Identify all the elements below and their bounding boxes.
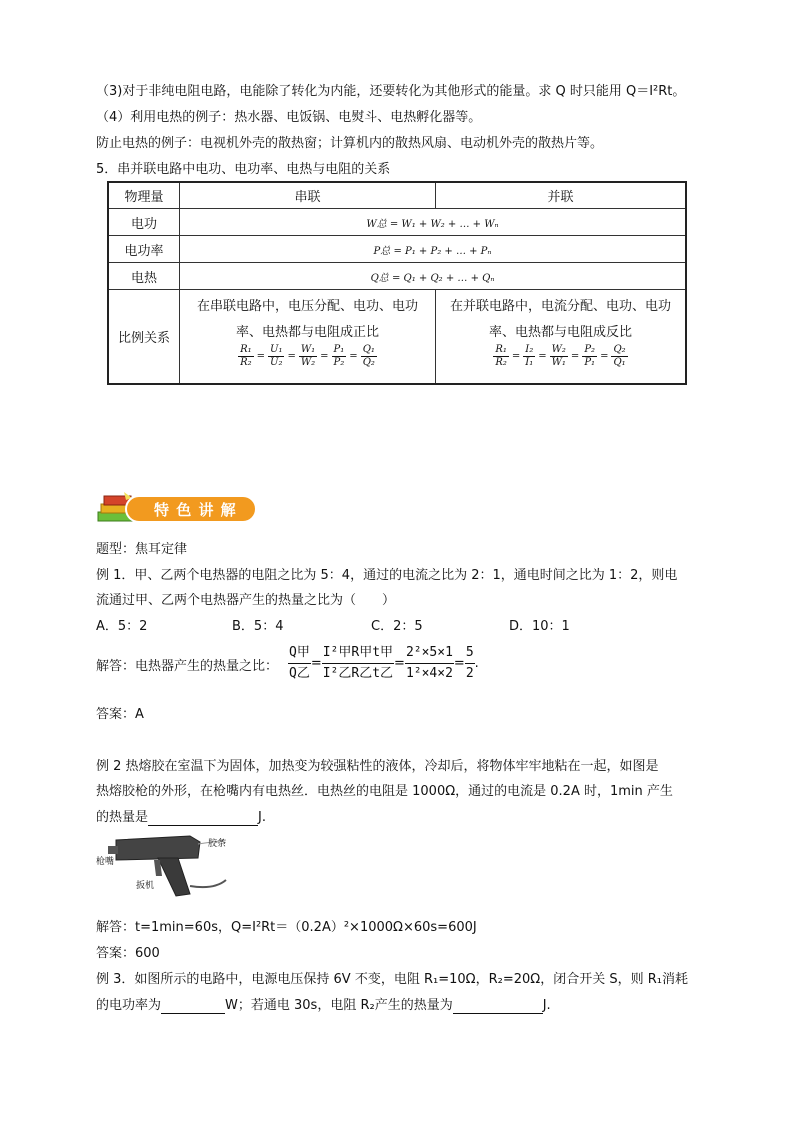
- fraction-result: [465, 643, 475, 684]
- formula-work: W总 = W₁ + W₂ + … + Wₙ: [180, 209, 687, 236]
- parallel-ratio-text: 在并联电路中，电流分配、电功、电功率、电热都与电阻成反比: [449, 299, 671, 340]
- ratio-fraction: [582, 344, 597, 369]
- fraction-numerator: I₂: [525, 344, 534, 355]
- fraction-numerator: Q₂: [613, 344, 626, 355]
- example-1-solution-formula: $\frac{\text{Q甲}}{\text{Q乙}}$ = $\frac{\text{I²甲R甲t甲}}{\text{I²乙R乙t乙}}$ = $\frac{\text{2²×5×1}}{\text{1²×4×2}}$ = $\frac{5}{2}$ .: [288, 643, 479, 684]
- unit-label: J.: [542, 998, 551, 1013]
- note-5: 防止电热的例子：电视机外壳的散热窗；计算机内的散热风扇、电动机外壳的散热片等。: [96, 136, 604, 151]
- equals-sign: =: [511, 351, 521, 362]
- example-2-answer: 答案：600: [96, 946, 160, 961]
- fraction-denominator: Q₂: [362, 357, 375, 368]
- example-3-line-2: [96, 994, 551, 1014]
- label-trigger: 扳机: [136, 881, 155, 891]
- row-label-work: 电功: [108, 209, 180, 236]
- option-b: B．5：4: [232, 619, 284, 634]
- relation-table: [107, 181, 687, 385]
- section-5-title: 5．串并联电路中电功、电功率、电热与电阻的关系: [96, 162, 391, 177]
- example-2-line-1: 例 2 热熔胶在室温下为固体，加热变为较强粘性的液体，冷却后，将物体牢牢地粘在一起，如图是: [96, 759, 659, 774]
- fraction-numerator: R₁: [495, 344, 507, 355]
- example-2-solution: 解答：t=1min=60s，Q=I²Rt＝（0.2A）²×1000Ω×60s=600J: [96, 920, 477, 935]
- fraction-numerator: Q甲: [288, 643, 311, 664]
- fraction-denominator: R₂: [240, 357, 252, 368]
- example-1-line-2: 流通过甲、乙两个电热器产生的热量之比为（ ）: [96, 593, 396, 608]
- fraction-denominator: R₂: [495, 357, 507, 368]
- fraction-numerator: W₂: [551, 344, 566, 355]
- option-a: A．5：2: [96, 619, 148, 634]
- equals-sign: =: [320, 351, 329, 362]
- note-3: （3)对于非纯电阻电路，电能除了转化为内能，还要转化为其他形式的能量。求 Q 时只能用 Q＝I²Rt。: [96, 84, 686, 99]
- fraction-denominator: W₂: [300, 357, 316, 368]
- example-2-prompt: 的热量是: [96, 810, 149, 825]
- fraction-numerator: 5: [465, 643, 475, 664]
- fraction-denominator: I₁: [525, 357, 534, 368]
- fraction-denominator: P₂: [333, 357, 345, 368]
- row-label-ratio: 比例关系: [108, 290, 180, 385]
- answer-blank[interactable]: [148, 810, 258, 826]
- fraction-denominator: Q乙: [289, 666, 310, 681]
- fraction-denominator: U₂: [270, 357, 283, 368]
- table-header-quantity: 物理量: [108, 182, 180, 209]
- equals-sign: =: [256, 351, 266, 362]
- heat-answer-blank[interactable]: [453, 998, 543, 1014]
- example-3-prompt-a: 的电功率为: [96, 998, 162, 1013]
- equals-sign: =: [600, 351, 609, 362]
- parallel-ratio-formula: [436, 344, 685, 369]
- power-answer-blank[interactable]: [161, 998, 225, 1014]
- example-1-line-1: 例 1．甲、乙两个电热器的电阻之比为 5：4，通过的电流之比为 2：1，通电时间之比为 1：2，则电: [96, 568, 678, 583]
- example-3-line-1: 例 3．如图所示的电路中，电源电压保持 6V 不变，电阻 R₁=10Ω，R₂=20Ω，闭合开关 S，则 R₁消耗: [96, 972, 688, 987]
- example-2-line-2: 热熔胶枪的外形，在枪嘴内有电热丝．电热丝的电阻是 1000Ω，通过的电流是 0.2A 时，1min 产生: [96, 784, 673, 799]
- feature-badge: [96, 492, 258, 526]
- equals-sign: =: [570, 351, 580, 362]
- topic-title: 题型：焦耳定律: [96, 542, 188, 557]
- ratio-fraction: [523, 344, 535, 369]
- fraction-numerator: 2²×5×1: [405, 643, 454, 664]
- ratio-fraction: [238, 344, 254, 369]
- table-header-series: 串联: [180, 182, 436, 209]
- fraction-numerator: P₁: [333, 344, 345, 355]
- ratio-fraction: [361, 344, 377, 369]
- ratio-fraction: [268, 344, 284, 369]
- fraction-denominator: W₁: [551, 357, 566, 368]
- row-label-heat: 电热: [108, 263, 180, 290]
- fraction-denominator: I²乙R乙t乙: [322, 666, 394, 681]
- series-ratio-formula: [180, 344, 435, 369]
- unit-label: J.: [258, 810, 266, 825]
- formula-heat: Q总 = Q₁ + Q₂ + … + Qₙ: [180, 263, 687, 290]
- fraction-denominator: Q₁: [613, 357, 626, 368]
- fraction-joule-law: [322, 643, 394, 684]
- label-glue-stick: 胶条: [208, 839, 227, 849]
- option-c: C．2：5: [371, 619, 423, 634]
- ratio-fraction: [550, 344, 568, 369]
- note-4: （4）利用电热的例子：热水器、电饭锅、电熨斗、电热孵化器等。: [96, 110, 482, 125]
- fraction-numerator: Q₁: [362, 344, 375, 355]
- example-2-line-3: [96, 806, 266, 826]
- fraction-substitution: [405, 643, 454, 684]
- ratio-fraction: [493, 344, 509, 369]
- equals-sign: =: [538, 351, 547, 362]
- fraction-numerator: W₁: [300, 344, 316, 355]
- example-1-answer: 答案：A: [96, 707, 144, 722]
- fraction-denominator: P₁: [584, 357, 596, 368]
- fraction-numerator: U₁: [270, 344, 283, 355]
- ratio-fraction: [611, 344, 627, 369]
- example-3-prompt-b: W；若通电 30s，电阻 R₂产生的热量为: [225, 998, 453, 1013]
- series-ratio-text: 在串联电路中，电压分配、电功、电功率、电热都与电阻成正比: [196, 299, 418, 340]
- row-label-power: 电功率: [108, 236, 180, 263]
- equals-sign: =: [287, 351, 296, 362]
- glue-gun-figure: [94, 832, 234, 898]
- option-d: D．10：1: [509, 619, 570, 634]
- label-nozzle: 枪嘴: [96, 857, 115, 867]
- fraction-numerator: I²甲R甲t甲: [322, 643, 394, 664]
- fraction-denominator: 2: [465, 666, 474, 681]
- fraction-numerator: P₂: [584, 344, 596, 355]
- fraction-denominator: 1²×4×2: [405, 666, 453, 681]
- fraction-numerator: R₁: [240, 344, 252, 355]
- badge-label: 特 色 讲 解: [154, 501, 237, 519]
- ratio-fraction: [332, 344, 347, 369]
- example-1-solution-label: 解答：电热器产生的热量之比：: [96, 659, 279, 674]
- ratio-fraction: [299, 344, 317, 369]
- equals-sign: =: [349, 351, 358, 362]
- fraction-heat-ratio: [288, 643, 311, 684]
- table-header-parallel: 并联: [436, 182, 687, 209]
- formula-power: P总 = P₁ + P₂ + … + Pₙ: [180, 236, 687, 263]
